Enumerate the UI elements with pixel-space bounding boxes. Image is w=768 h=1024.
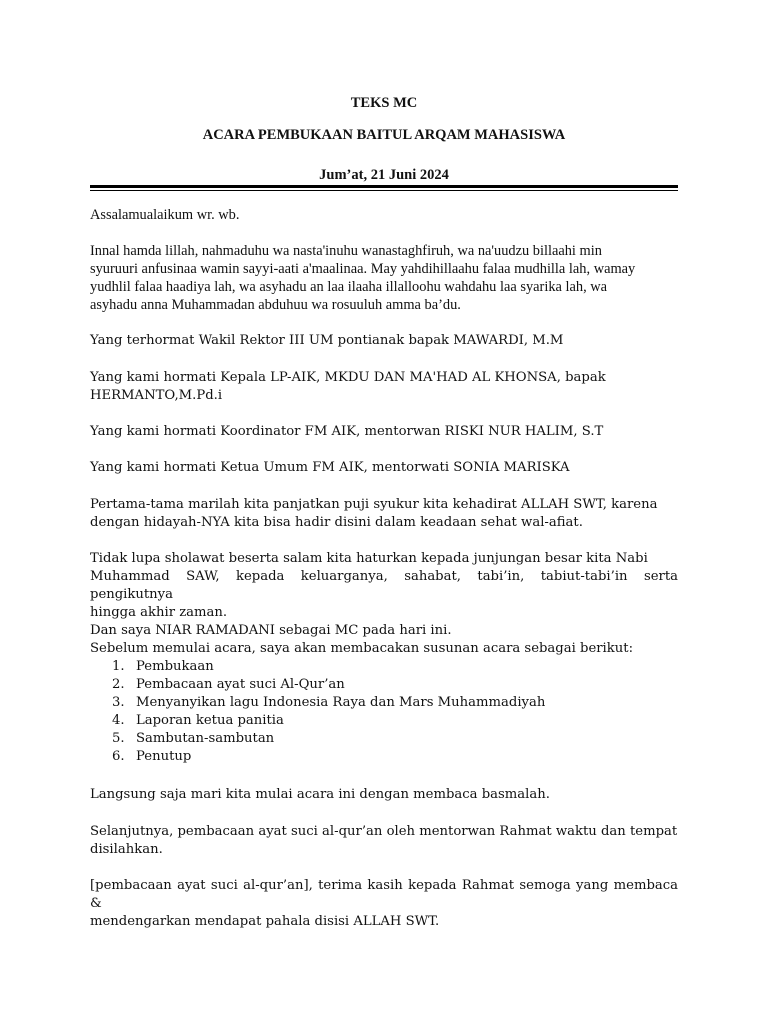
sholawat-paragraph (90, 550, 678, 622)
agenda-list (90, 658, 678, 766)
agenda-item-number: 5. (112, 731, 125, 746)
gratitude-line: dengan hidayah-NYA kita bisa hadir disini dalam keadaan sehat wal-afiat. (90, 515, 583, 530)
opening-prayer-line: Innal hamda lillah, nahmaduhu wa nasta'inuhu wanastaghfiruh, wa na'uudzu billaahi min (90, 243, 602, 259)
header-rule-thick (90, 185, 678, 188)
opening-prayer-line: yudhlil falaa haadiya lah, wa asyhadu an laa ilaaha illalloohu wahdahu laa syarika lah, wa (90, 279, 608, 295)
agenda-item (90, 694, 678, 712)
thanks-paragraph (90, 877, 678, 931)
agenda-item (90, 676, 678, 694)
announcement-line: disilahkan. (90, 842, 163, 857)
basmalah-invitation: Langsung saja mari kita mulai acara ini dengan membaca basmalah. (90, 787, 550, 802)
announcement-line: Selanjutnya, pembacaan ayat suci al-qur’an oleh mentorwan Rahmat waktu dan tempat (90, 824, 678, 839)
agenda-item-text: Pembukaan (136, 659, 214, 674)
agenda-item-number: 2. (112, 677, 125, 692)
agenda-lead-in: Sebelum memulai acara, saya akan membacakan susunan acara sebagai berikut: (90, 641, 634, 656)
opening-prayer (90, 242, 678, 314)
agenda-item (90, 730, 678, 748)
sholawat-line: Muhammad SAW, kepada keluarganya, sahabat, tabi’in, tabiut-tabi’in serta pengikutnya (90, 569, 678, 602)
agenda-item-text: Penutup (136, 749, 192, 764)
opening-prayer-line: asyhadu anna Muhammadan abduhuu wa rosuuluh amma ba’du. (90, 297, 461, 313)
agenda-item-number: 4. (112, 713, 125, 728)
agenda-item-number: 6. (112, 749, 125, 764)
respect-head-lpaik-line: HERMANTO,M.Pd.i (90, 388, 223, 403)
quran-recitation-announcement (90, 823, 678, 859)
agenda-intro (90, 622, 678, 658)
mc-introduction: Dan saya NIAR RAMADANI sebagai MC pada hari ini. (90, 623, 452, 638)
document-title: TEKS MC (350, 95, 418, 111)
event-date: Jum’at, 21 Juni 2024 (319, 167, 449, 183)
sholawat-line: hingga akhir zaman. (90, 605, 228, 620)
respect-chairwoman: Yang kami hormati Ketua Umum FM AIK, mentorwati SONIA MARISKA (90, 460, 570, 475)
gratitude-paragraph (90, 496, 678, 532)
thanks-line: [pembacaan ayat suci al-qur’an], terima kasih kepada Rahmat semoga yang membaca & (90, 878, 678, 911)
respect-coordinator: Yang kami hormati Koordinator FM AIK, mentorwan RISKI NUR HALIM, S.T (90, 424, 604, 439)
greeting: Assalamualaikum wr. wb. (90, 207, 240, 223)
agenda-item-text: Sambutan-sambutan (136, 731, 275, 746)
sholawat-line: Tidak lupa sholawat beserta salam kita haturkan kepada junjungan besar kita Nabi (90, 551, 648, 566)
agenda-item-text: Pembacaan ayat suci Al-Qur’an (136, 677, 345, 692)
respect-head-lpaik-line: Yang kami hormati Kepala LP-AIK, MKDU DAN MA'HAD AL KHONSA, bapak (90, 370, 606, 385)
agenda-item (90, 712, 678, 730)
thanks-line: mendengarkan mendapat pahala disisi ALLAH SWT. (90, 914, 440, 929)
opening-prayer-line: syuruuri anfusinaa wamin sayyi-aati a'maalinaa. May yahdihillaahu falaa mudhilla lah, wamay (90, 261, 636, 277)
agenda-item-text: Laporan ketua panitia (136, 713, 284, 728)
respect-vice-rector: Yang terhormat Wakil Rektor III UM pontianak bapak MAWARDI, M.M (90, 333, 564, 348)
agenda-item (90, 658, 678, 676)
header-rule-thin (90, 190, 678, 191)
agenda-item (90, 748, 678, 766)
respect-head-lpaik (90, 369, 678, 405)
agenda-item-number: 1. (112, 659, 125, 674)
agenda-item-text: Menyanyikan lagu Indonesia Raya dan Mars Muhammadiyah (136, 695, 546, 710)
event-title: ACARA PEMBUKAAN BAITUL ARQAM MAHASISWA (202, 127, 566, 143)
agenda-item-number: 3. (112, 695, 125, 710)
gratitude-line: Pertama-tama marilah kita panjatkan puji syukur kita kehadirat ALLAH SWT, karena (90, 497, 658, 512)
